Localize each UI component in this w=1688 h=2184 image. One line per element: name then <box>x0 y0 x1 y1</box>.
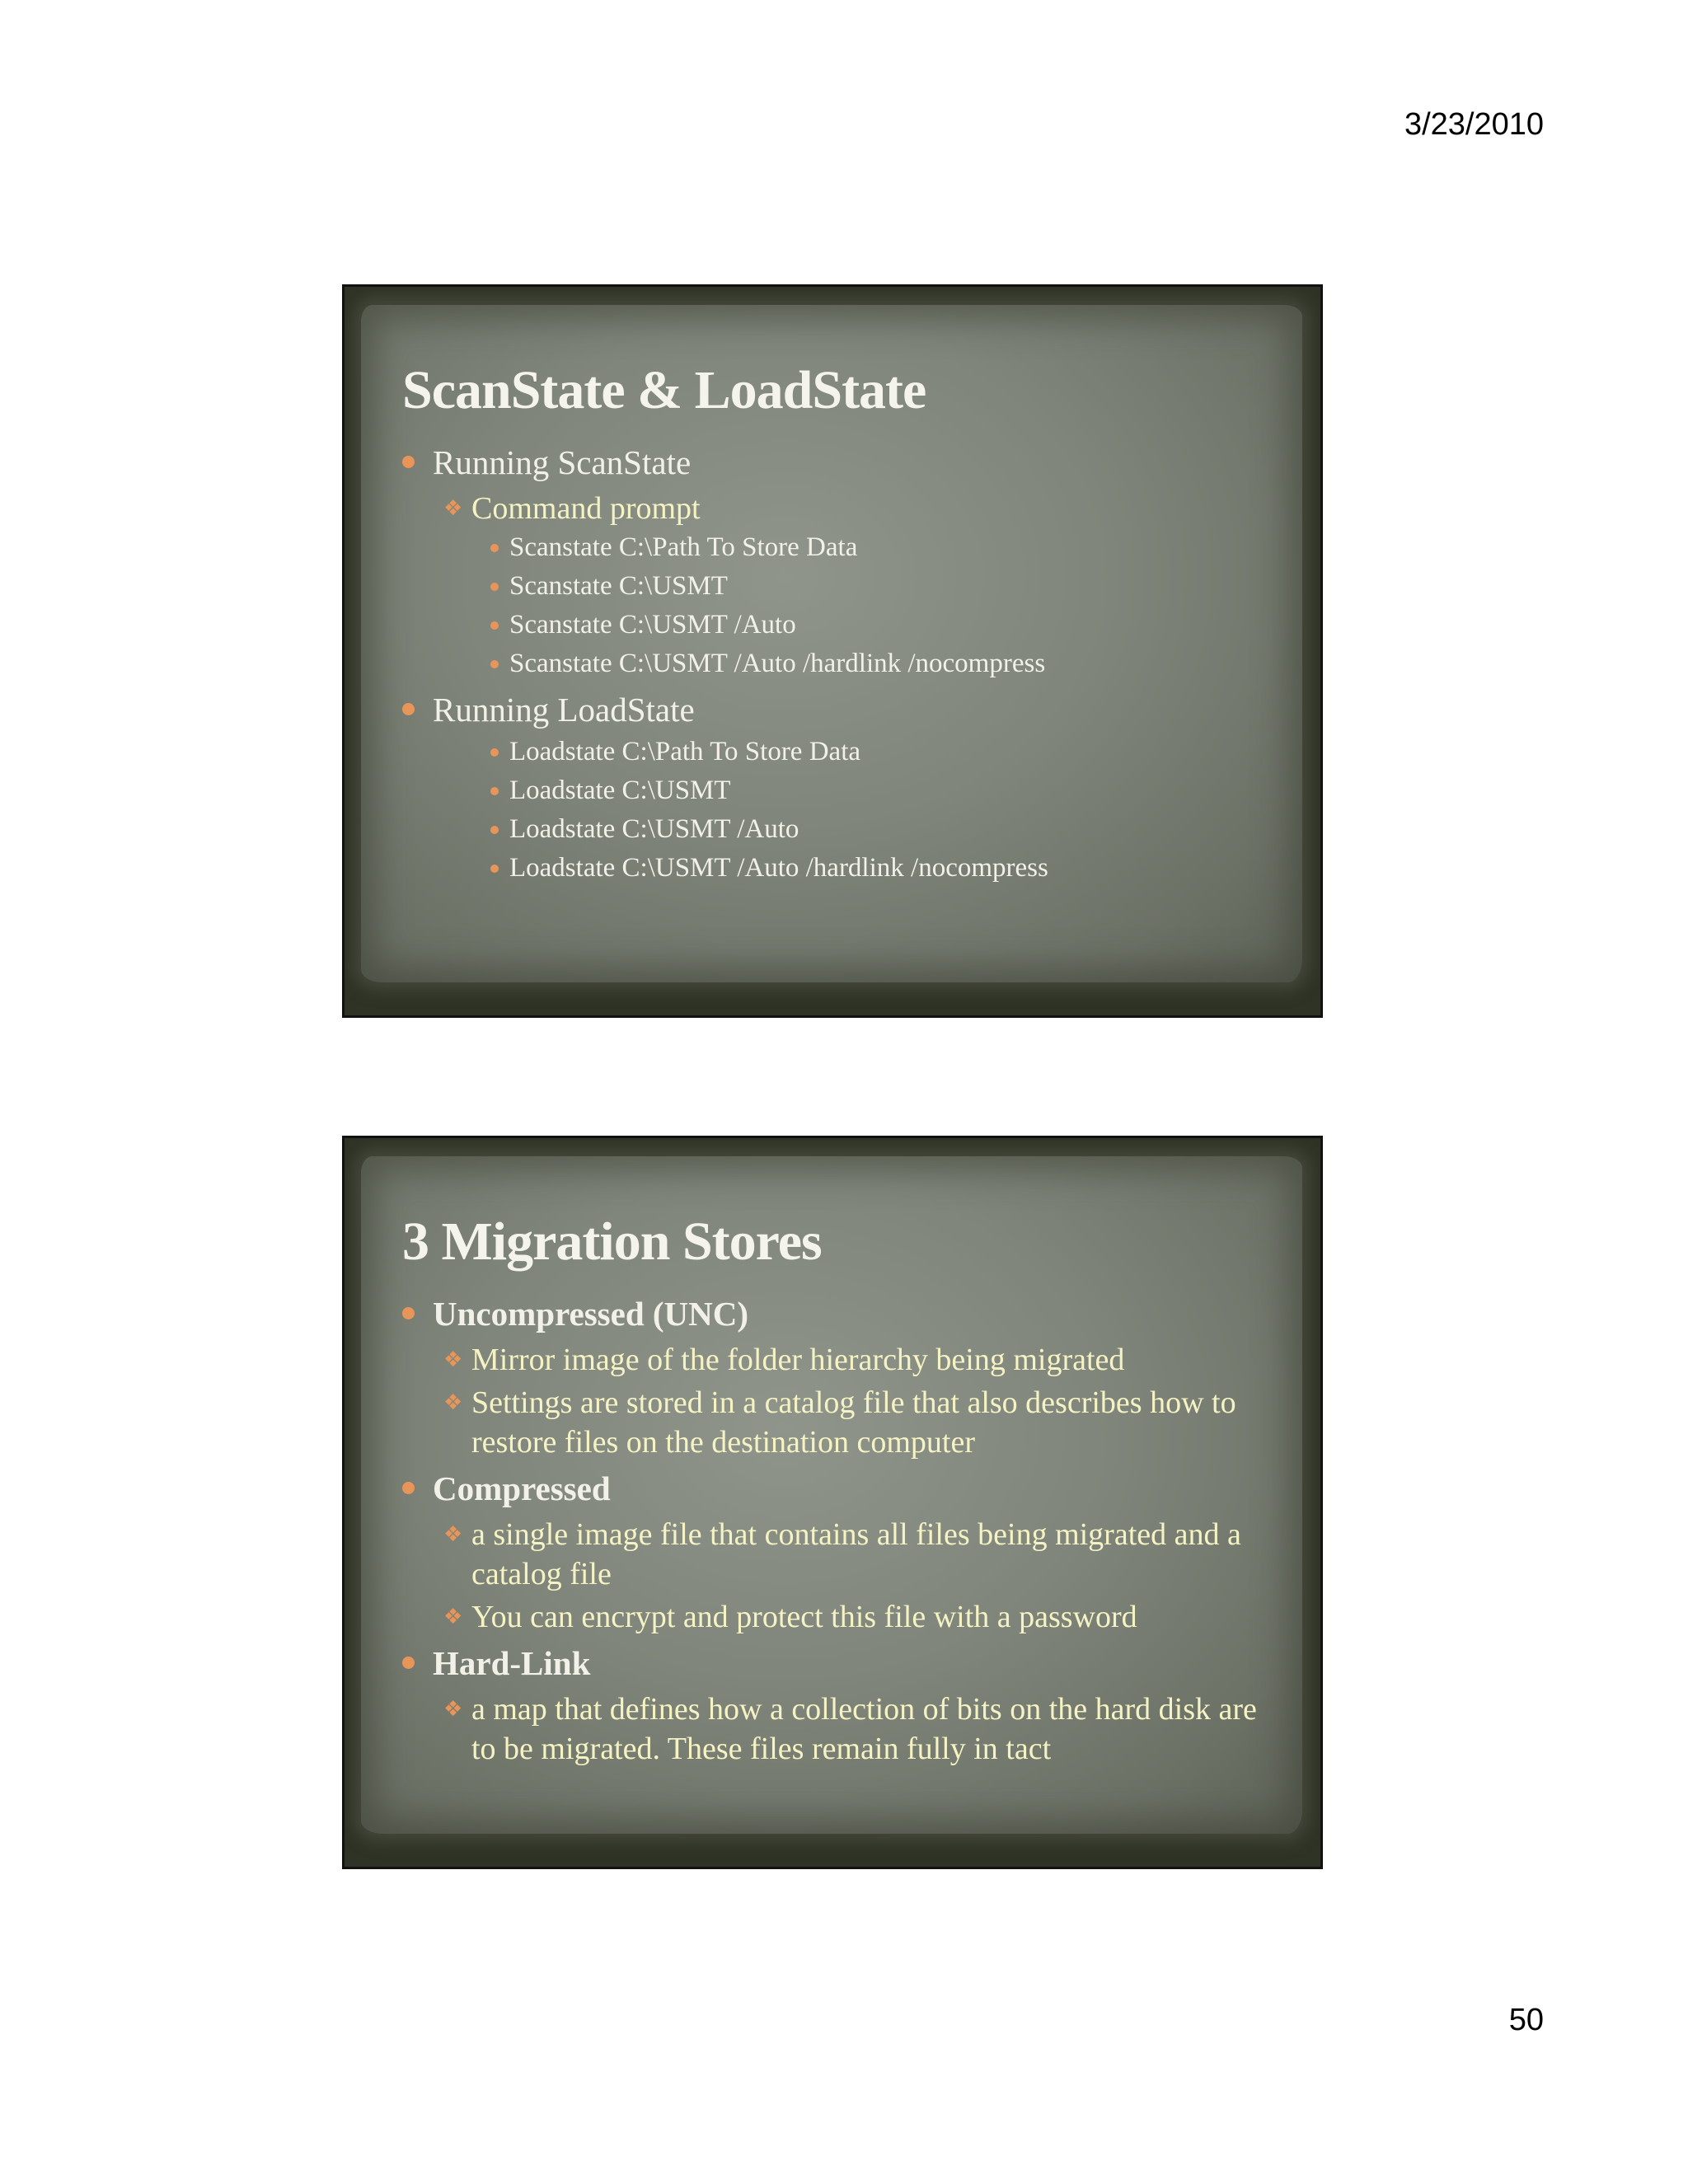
list-item <box>402 606 1271 644</box>
page-number: 50 <box>1508 2003 1544 2037</box>
bullet-text: Settings are stored in a catalog file that also describes how to restore files on the destination computer <box>471 1385 1236 1460</box>
bullet-text: Mirror image of the folder hierarchy being migrated <box>471 1342 1125 1377</box>
list-item <box>402 1597 1271 1637</box>
bullet-text: a map that defines how a collection of bits on the hard disk are to be migrated. These files remain fully in tact <box>471 1691 1257 1766</box>
page-date: 3/23/2010 <box>1404 107 1544 142</box>
list-item <box>402 489 1271 528</box>
command-text: Loadstate C:\USMT /Auto <box>509 813 799 844</box>
list-item <box>402 644 1271 683</box>
diamond-bullet-icon: ❖ <box>443 1347 463 1372</box>
bullet-text: You can encrypt and protect this file with a password <box>471 1599 1137 1634</box>
bullet-list <box>402 1291 1271 1769</box>
bullet-text: Running ScanState <box>433 443 692 481</box>
command-text: Scanstate C:\USMT /Auto /hardlink /nocompress <box>509 648 1046 678</box>
command-text: Scanstate C:\Path To Store Data <box>509 532 858 562</box>
list-item <box>402 733 1271 771</box>
list-item <box>402 1690 1271 1769</box>
bullet-text: Command prompt <box>471 490 701 526</box>
slide-content <box>402 1212 1271 1769</box>
slide-title: ScanState & LoadState <box>402 360 926 420</box>
bullet-icon <box>402 1307 415 1319</box>
bullet-icon <box>490 865 499 873</box>
diamond-bullet-icon: ❖ <box>443 1521 463 1547</box>
diamond-bullet-icon: ❖ <box>443 1390 463 1415</box>
bullet-text: a single image file that contains all files being migrated and a catalog file <box>471 1516 1241 1591</box>
list-item <box>402 1383 1271 1462</box>
list-item <box>402 810 1271 849</box>
bullet-icon <box>402 456 415 468</box>
list-item <box>402 1515 1271 1594</box>
bullet-icon <box>490 826 499 834</box>
command-text: Loadstate C:\USMT /Auto /hardlink /nocompress <box>509 852 1048 883</box>
bullet-icon <box>490 621 499 630</box>
list-item <box>402 771 1271 810</box>
command-text: Loadstate C:\USMT <box>509 775 731 805</box>
bullet-icon <box>490 583 499 591</box>
bullet-text: Compressed <box>433 1469 611 1507</box>
list-item <box>402 1640 1271 1686</box>
bullet-icon <box>402 1482 415 1494</box>
command-text: Scanstate C:\USMT /Auto <box>509 609 796 640</box>
bullet-icon <box>490 544 499 552</box>
bullet-icon <box>402 1657 415 1669</box>
list-item <box>402 687 1271 733</box>
bullet-icon <box>490 787 499 795</box>
bullet-text: Running LoadState <box>433 690 695 729</box>
list-item <box>402 1465 1271 1511</box>
command-text: Loadstate C:\Path To Store Data <box>509 736 861 766</box>
list-item <box>402 567 1271 606</box>
list-item <box>402 439 1271 485</box>
bullet-list <box>402 439 1271 888</box>
bullet-text: Uncompressed (UNC) <box>433 1294 749 1333</box>
slide-scanstate-loadstate <box>342 284 1323 1018</box>
bullet-icon <box>402 703 415 715</box>
bullet-text: Hard-Link <box>433 1643 591 1682</box>
list-item <box>402 1340 1271 1380</box>
diamond-bullet-icon: ❖ <box>443 1604 463 1629</box>
diamond-bullet-icon: ❖ <box>443 1696 463 1722</box>
diamond-bullet-icon: ❖ <box>443 495 463 521</box>
slide-content <box>402 361 1271 888</box>
slide-migration-stores <box>342 1136 1323 1869</box>
slide-title: 3 Migration Stores <box>402 1212 822 1272</box>
bullet-icon <box>490 660 499 668</box>
list-item <box>402 528 1271 567</box>
command-text: Scanstate C:\USMT <box>509 570 728 601</box>
bullet-icon <box>490 748 499 757</box>
list-item <box>402 849 1271 888</box>
list-item <box>402 1291 1271 1337</box>
